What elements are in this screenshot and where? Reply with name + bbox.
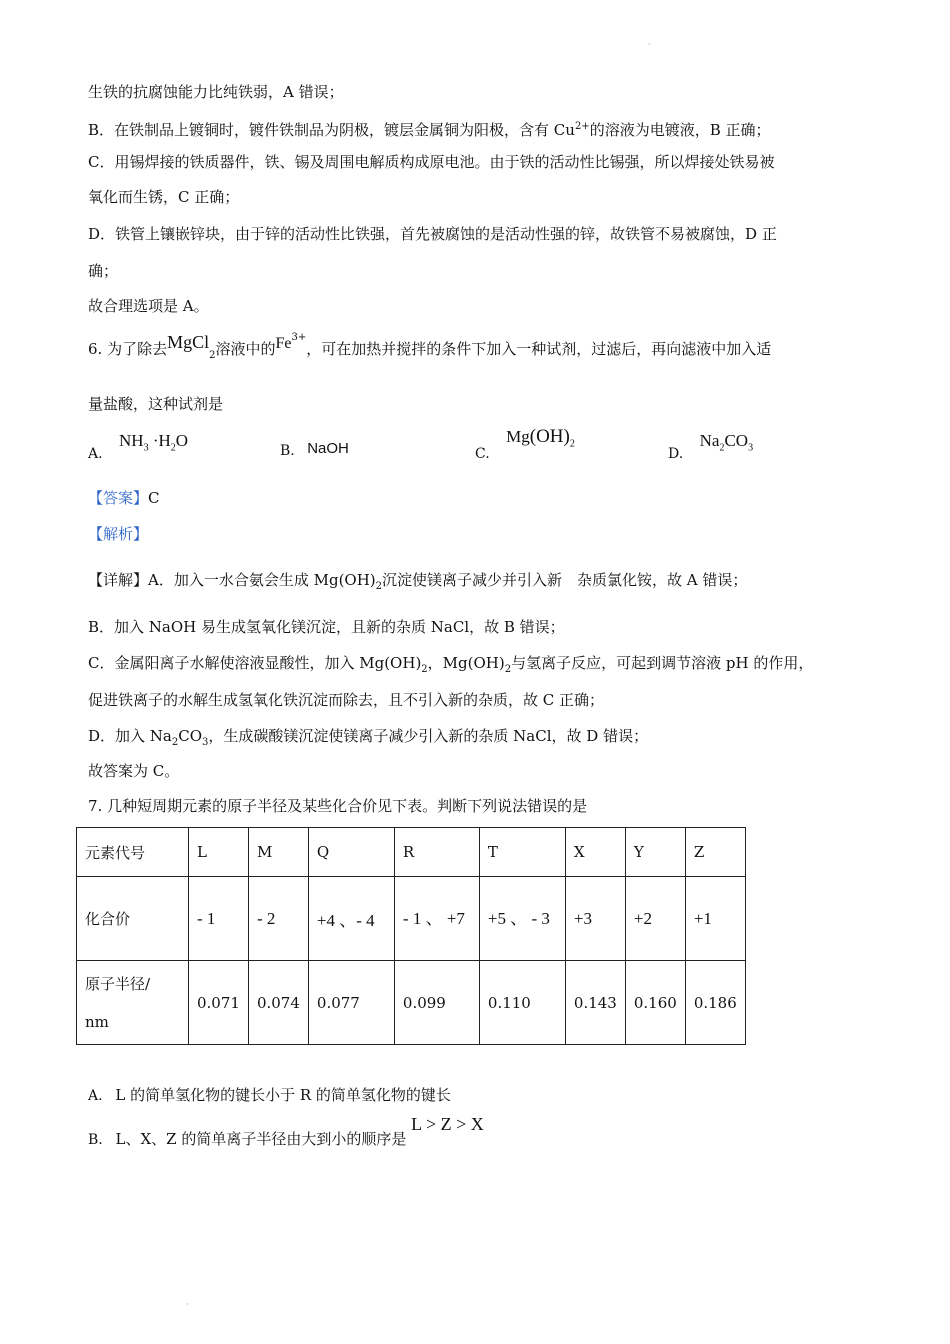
table-cell: 0.077 [308, 961, 394, 1045]
table-cell: R [394, 828, 479, 877]
table-cell: 0.099 [394, 961, 479, 1045]
q6-stem: 6. 为了除去MgCl$_2$溶液中的$Fe^{3+}$，可在加热并搅拌的条件下加入一种试剂，过滤后，再向滤液中加入适 [88, 332, 772, 361]
table-cell: X [565, 828, 625, 877]
table-header-cell: 原子半径/ nm [77, 961, 189, 1045]
table-cell: 0.071 [189, 961, 249, 1045]
para-line-1: 生铁的抗腐蚀能力比纯铁弱，A 错误； [88, 83, 344, 101]
table-row [77, 877, 746, 961]
para-line-2: B．在铁制品上镀铜时，镀件铁制品为阴极，镀层金属铜为阳极，含有 $Cu^{2+}$的溶液为电镀液，B 正确； [88, 121, 771, 139]
table-header-cell: 元素代号 [77, 828, 189, 877]
detail-line-4: 促进铁离子的水解生成氢氧化铁沉淀而除去，且不引入新的杂质，故 C 正确； [88, 691, 605, 709]
answer-line: 【答案】C [88, 489, 160, 507]
table-cell: 0.160 [625, 961, 685, 1045]
q7-option-a: A. L 的简单氢化物的键长小于 R 的简单氢化物的键长 [88, 1086, 451, 1104]
table-cell: - 1 [189, 877, 249, 961]
table-cell: 0.074 [248, 961, 308, 1045]
q6-option-c: C. $Mg(OH)_2$ [475, 426, 575, 462]
q6-stem-line-2: 量盐酸，这种试剂是 [88, 395, 224, 413]
q6-option-a: A. $NH_3 \cdot H_2O$ [88, 431, 189, 462]
table-row [77, 828, 746, 877]
table-header-cell: 化合价 [77, 877, 189, 961]
table-cell: M [248, 828, 308, 877]
table-cell: Q [308, 828, 394, 877]
table-cell: 0.110 [479, 961, 565, 1045]
table-cell: +3 [565, 877, 625, 961]
table-cell: 0.143 [565, 961, 625, 1045]
table-cell: T [479, 828, 565, 877]
para-line-4: 氧化而生锈，C 正确； [88, 188, 240, 206]
q7-stem: 7. 几种短周期元素的原子半径及某些化合价见下表。判断下列说法错误的是 [88, 797, 588, 815]
analysis-tag: 【解析】 [88, 525, 149, 543]
detail-line-6: 故答案为 C。 [88, 762, 180, 780]
detail-line-1: 【详解】A．加入一水合氨会生成 $Mg(OH)_2$沉淀使镁离子减少并引入新 杂质氯化铵，故 A 错误； [88, 571, 748, 592]
para-line-3: C．用锡焊接的铁质器件，铁、锡及周围电解质构成原电池。由于铁的活动性比锡强，所以焊接处铁易被 [88, 153, 775, 171]
table-cell: +2 [625, 877, 685, 961]
table-cell: 0.186 [685, 961, 745, 1045]
table-cell: +5 、 - 3 [479, 877, 565, 961]
para-line-7: 故合理选项是 A。 [88, 297, 209, 315]
page-mark: · [186, 1300, 189, 1309]
para-line-6: 确； [88, 262, 119, 280]
table-cell: +1 [685, 877, 745, 961]
table-cell: - 1 、 +7 [394, 877, 479, 961]
para-line-5: D．铁管上镶嵌锌块，由于锌的活动性比铁强，首先被腐蚀的是活动性强的锌，故铁管不易被腐蚀，D 正 [88, 225, 777, 243]
q6-option-b: B. NaOH [280, 440, 349, 459]
element-table [76, 827, 746, 1045]
table-cell: +4 、- 4 [308, 877, 394, 961]
table-row [77, 961, 746, 1045]
q6-option-d: D. $Na_2CO_3$ [668, 431, 754, 462]
q7-option-b: B. L、X、Z 的简单离子半径由大到小的顺序是 L > Z > X [88, 1114, 484, 1148]
detail-line-3: C．金属阳离子水解使溶液显酸性，加入 $Mg(OH)_2$，$Mg(OH)_2$与氢离子反应，可起到调节溶液 pH 的作用， [88, 654, 814, 675]
detail-line-5: D．加入 $Na_2CO_3$，生成碳酸镁沉淀使镁离子减少引入新的杂质 NaCl，故 D 错误； [88, 727, 649, 748]
table-cell: Y [625, 828, 685, 877]
table-cell: - 2 [248, 877, 308, 961]
detail-line-2: B．加入 NaOH 易生成氢氧化镁沉淀，且新的杂质 NaCl，故 B 错误； [88, 618, 565, 636]
table-cell: Z [685, 828, 745, 877]
table-cell: L [189, 828, 249, 877]
page-mark: · [648, 40, 651, 49]
